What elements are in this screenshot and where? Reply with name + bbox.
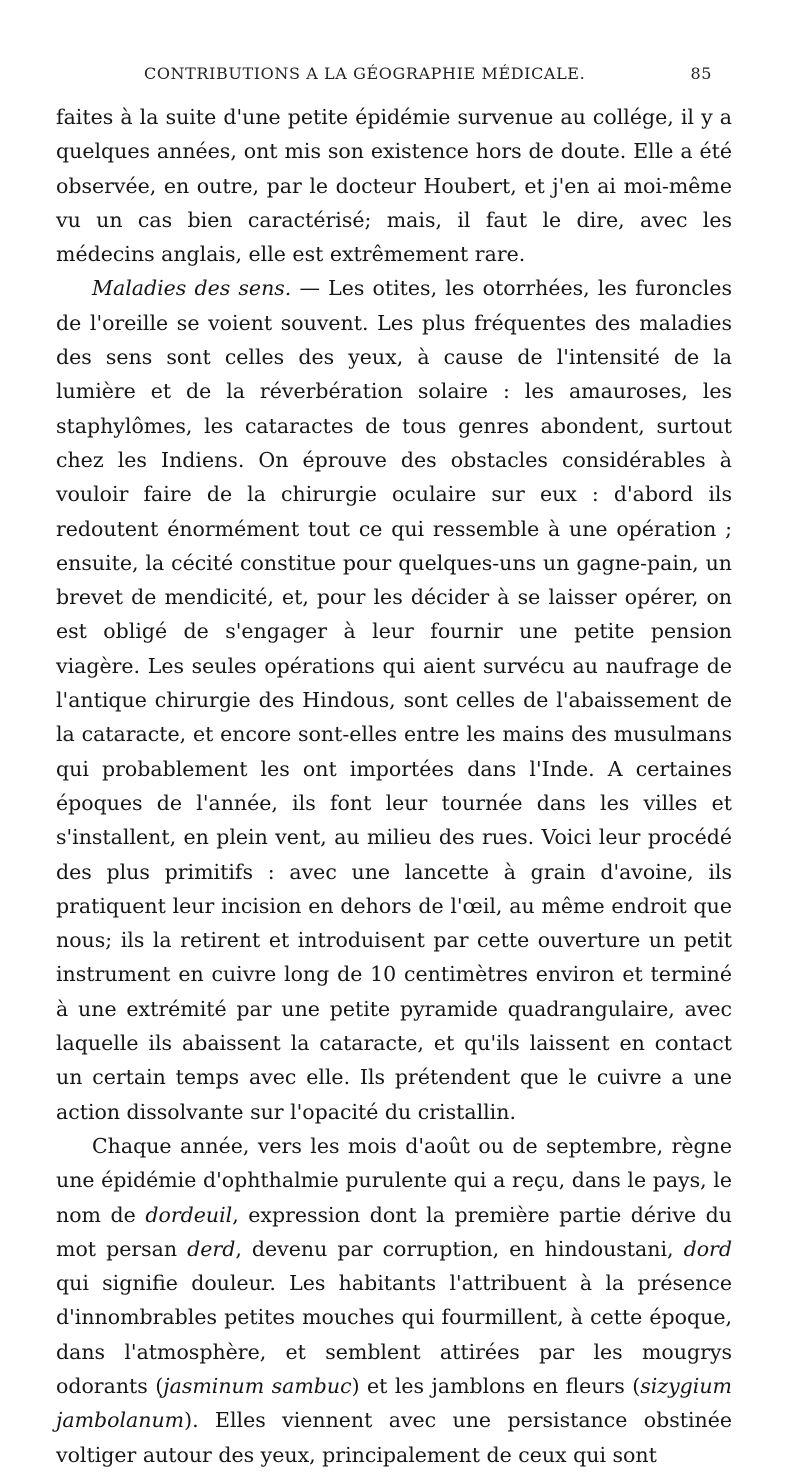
body-text — [56, 100, 732, 1472]
italic-text: dordeuil — [145, 1202, 233, 1227]
paragraph — [56, 100, 732, 271]
paragraph — [56, 271, 732, 1128]
paragraph-text: faites à la suite d'une petite épidémie survenue au collége, il y a quelques années, ont mis son existence hors de doute. Elle a été observée, en outre, par le docteur Houbert, et j'en ai moi-même vu un cas bien caractérisé; mais, il faut le dire, avec les médecins anglais, elle est extrêmement rare. — [56, 105, 732, 267]
italic-text: Maladies des sens. — [92, 276, 292, 301]
paragraph — [56, 1129, 732, 1472]
paragraph-text: Chaque année, vers les mois d'août ou de septembre, règne une épidémie d'ophthalmie purulente qui a reçu, dans le pays, le nom de — [56, 1133, 732, 1227]
italic-text: derd — [187, 1236, 236, 1261]
paragraph-text: — Les otites, les otorrhées, les furoncles de l'oreille se voient souvent. Les plus fréquentes des maladies des sens sont celles des yeux, à cause de l'intensité de la lumière et de la réverbération solaire : les amauroses, les staphylômes, les cataractes de tous genres abondent, surtout chez les Indiens. On éprouve des obstacles considérables à vouloir faire de la chirurgie oculaire sur eux : d'abord ils redoutent énormément tout ce qui ressemble à une opération ; ensuite, la cécité constitue pour quelques-uns un gagne-pain, un brevet de mendicité, et, pour les décider à se laisser opérer, on est obligé de s'engager à leur fournir une petite pension viagère. Les seules opérations qui aient survécu au naufrage de l'antique chirurgie des Hindous, sont celles de l'abaissement de la cataracte, et encore sont-elles entre les mains des musulmans qui probablement les ont importées dans l'Inde. A certaines époques de l'année, ils font leur tournée dans les villes et s'installent, en plein vent, au milieu des rues. Voici leur procédé des plus primitifs : avec une lancette à grain d'avoine, ils pratiquent leur incision en dehors de l'œil, au même endroit que nous; ils la retirent et introduisent par cette ouverture un petit instrument en cuivre long de 10 centimètres environ et terminé à une extrémité par une petite pyramide quadrangulaire, avec laquelle ils abaissent la cataracte, et qu'ils laissent en contact un certain temps avec elle. Ils prétendent que le cuivre a une action dissolvante sur l'opacité du cristallin. — [56, 276, 732, 1124]
italic-text: dord — [683, 1236, 732, 1261]
paragraph-text: , expression dont la première partie dérive du mot persan — [56, 1202, 732, 1261]
running-title: CONTRIBUTIONS A LA GÉOGRAPHIE MÉDICALE. — [144, 64, 586, 83]
italic-text: sizygium jambolanum — [56, 1373, 732, 1433]
paragraph-text: ). Elles viennent avec une persistance obstinée voltiger autour des yeux, principalement de ceux qui sont — [56, 1408, 732, 1467]
italic-text: jasminum sambuc — [163, 1373, 352, 1398]
running-header — [132, 64, 712, 86]
page-number: 85 — [690, 64, 712, 83]
paragraph-text: ) et les jamblons en fleurs ( — [351, 1373, 641, 1398]
paragraph-text: qui signifie douleur. Les habitants l'attribuent à la présence d'innombrables petites mouches qui fourmillent, à cette époque, dans l'atmosphère, et semblent attirées par les mougrys odorants ( — [56, 1271, 732, 1398]
paragraph-text: , devenu par corruption, en hindoustani, — [235, 1236, 684, 1261]
